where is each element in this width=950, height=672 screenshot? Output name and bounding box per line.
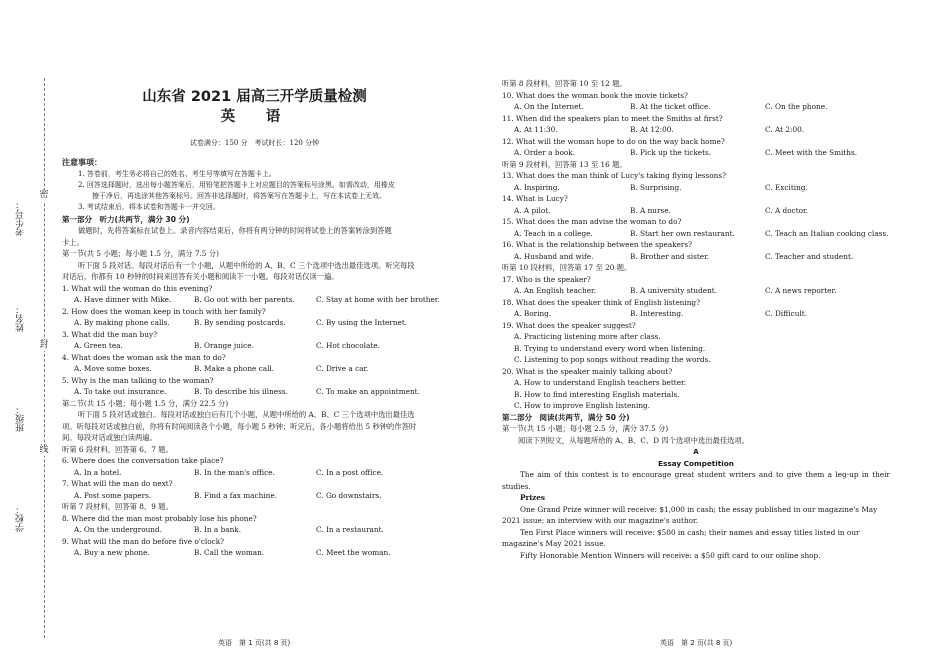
- exam-number-field: 考生号：: [16, 200, 26, 236]
- passage-p1: The aim of this contest is to encourage great student writers and to give them a leg-up in their studies.: [502, 470, 890, 491]
- passage-p2: One Grand Prize winner will receive: $1,000 in cash; the essay published in our magazine's May: [520, 504, 878, 514]
- seal-char-xian: 线: [39, 445, 49, 455]
- question-11: 11. When did the speakers plan to meet the Smiths at first? A. At 11:30. B. At 12:00. C. At 2:00.: [502, 113, 805, 134]
- question-6: 6. Where does the conversation take place? A. In a hotel. B. In the man's office. C. In a post office.: [62, 456, 384, 477]
- passage-letter: A: [693, 447, 699, 456]
- note-2: 2. 回答选择题时，选出每小题答案后，用铅笔把答题卡上对应题目的答案标号涂黑。如需改动，用橡皮: [78, 180, 395, 189]
- passage-p2-cont: 2021 issue; an interview with our magazine's author.: [502, 516, 699, 525]
- question-17: 17. Who is the speaker? A. An English teacher. B. A university student. C. A news reporter.: [502, 274, 837, 295]
- question-10: 10. What does the woman book the movie tickets? A. On the Internet. B. At the ticket office. C. On the phone.: [502, 90, 828, 111]
- note-2-cont: 擦干净后，再选涂其他答案标号。回答非选择题时，将答案写在答题卡上，写在本试卷上无效。: [92, 192, 386, 201]
- p2-sec1-heading: 第一节(共 15 小题；每小题 2.5 分，满分 37.5 分): [502, 424, 669, 433]
- material-6: 听第 6 段材料，回答第 6、7 题。: [62, 444, 173, 454]
- question-5: 5. Why is the man talking to the woman? A. To take out insurance. B. To describe his illness. C. To make an appointment.: [62, 375, 420, 397]
- sec1-intro-cont: 对话后，你都有 10 秒钟的时间来回答有关小题和阅读下一小题。每段对话仅读一遍。: [62, 272, 339, 282]
- question-13: 13. What does the man think of Lucy's taking flying lessons? A. Inspiring. B. Surprising. C. Exciting.: [502, 171, 808, 192]
- exam-info: 试卷满分：150 分 考试时长：120 分钟: [189, 139, 320, 147]
- question-18: 18. What does the speaker think of English listening? A. Boring. B. Interesting. C. Difficult.: [502, 297, 808, 318]
- school-field: 学校：: [16, 505, 26, 532]
- question-15: 15. What does the man advise the woman to do? A. Teach in a college. B. Start her own restaurant. C. Teach an Italian cooking class.: [502, 217, 889, 238]
- seal-char-mi: 密: [39, 190, 49, 200]
- page-1-footer: 英语 第 1 页(共 8 页): [218, 639, 291, 647]
- sec1-heading: 第一节(共 5 小题；每小题 1.5 分，满分 7.5 分): [62, 249, 219, 259]
- part1-intro: 做题时，先将答案标在试卷上。录音内容结束后，你将有两分钟的时间将试卷上的答案转涂到答题: [78, 226, 392, 236]
- sec2-intro-cont-1: 项。听每段对话或独白前，你将有时间阅读各个小题，每小题 5 秒钟；听完后，各小题将给出 5 秒钟的作答时: [62, 421, 417, 431]
- question-12: 12. What will the woman hope to do on the way back home? A. Order a book. B. Pick up the tickets. C. Meet with the Smiths.: [502, 136, 858, 157]
- name-field: 姓名：: [16, 305, 26, 332]
- material-10: 听第 10 段材料，回答第 17 至 20 题。: [502, 263, 632, 272]
- question-9: 9. What will the man do before five o'clock? A. Buy a new phone. B. Call the woman. C. Meet the woman.: [62, 536, 391, 558]
- question-16: 16. What is the relationship between the speakers? A. Husband and wife. B. Brother and sister. C. Teacher and student.: [502, 240, 854, 261]
- exam-subject: 英 语: [220, 109, 289, 125]
- part2-heading: 第二部分 阅读(共两节，满分 50 分): [502, 412, 630, 422]
- page-2: [502, 78, 890, 561]
- seal-char-feng: 封: [39, 340, 49, 350]
- note-3: 3. 考试结束后，将本试卷和答题卡一并交回。: [78, 203, 220, 212]
- material-9: 听第 9 段材料，回答第 13 至 16 题。: [502, 159, 627, 169]
- passage-p3-cont: magazine's May 2021 issue.: [502, 539, 606, 548]
- sec2-intro-cont-2: 间。每段对话或独白读两遍。: [62, 433, 157, 443]
- part1-heading: 第一部分 听力(共两节，满分 30 分): [62, 214, 190, 224]
- binding-margin: [0, 0, 60, 672]
- question-19: 19. What does the speaker suggest? A. Practicing listening more after class. B. Trying to understand every word when listening. C. Listening to pop songs without reading the words.: [502, 320, 711, 364]
- note-1: 1. 答卷前，考生务必将自己的姓名、考生号等填写在答题卡上。: [78, 169, 276, 178]
- prizes-heading: Prizes: [520, 493, 545, 502]
- question-1: 1. What will the woman do this evening? A. Have dinner with Mike. B. Go out with her parents. C. Stay at home with her brother.: [62, 283, 440, 305]
- sec1-intro: 听下面 5 段对话。每段对话后有一个小题，从题中所给的 A、B、C 三个选项中选出最佳选项。听完每段: [78, 260, 415, 270]
- passage-title: Essay Competition: [658, 458, 734, 468]
- question-8: 8. Where did the man most probably lose his phone? A. On the underground. B. In a bank. C. In a restaurant.: [62, 513, 384, 535]
- question-3: 3. What did the man buy? A. Green tea. B. Orange juice. C. Hot chocolate.: [62, 329, 380, 351]
- class-field: 班级：: [16, 405, 26, 432]
- question-4: 4. What does the woman ask the man to do? A. Move some boxes. B. Make a phone call. C. Drive a car.: [62, 352, 369, 374]
- p2-sec1-intro: 阅读下列短文，从每题所给的 A、B、C、D 四个选项中选出最佳选项。: [518, 435, 750, 445]
- part1-intro-cont: 卡上。: [62, 237, 84, 247]
- passage-p3: Ten First Place winners will receive: $500 in cash; their names and essay titles listed in our: [520, 527, 860, 537]
- exam-title: 山东省 2021 届高三开学质量检测: [142, 89, 367, 105]
- page-1: [62, 78, 447, 559]
- question-2: 2. How does the woman keep in touch with her family? A. By making phone calls. B. By sending postcards. C. By using the Internet.: [62, 306, 408, 328]
- question-20: 20. What is the speaker mainly talking about? A. How to understand English teachers better. B. How to find interesting English materials. C. How to improve English listening.: [502, 366, 687, 410]
- binding-dashed-line: [44, 78, 45, 638]
- sec2-intro: 听下面 5 段对话或独白。每段对话或独白后有几个小题，从题中所给的 A、B、C 三个选项中选出最佳选: [78, 410, 415, 420]
- passage-p4: Fifty Honorable Mention Winners will receive: a $50 gift card to our online shop.: [520, 550, 821, 560]
- material-7: 听第 7 段材料，回答第 8、9 题。: [62, 502, 173, 512]
- page-2-footer: 英语 第 2 页(共 8 页): [660, 639, 733, 647]
- question-14: 14. What is Lucy? A. A pilot. B. A nurse. C. A doctor.: [502, 194, 809, 215]
- notes-heading: 注意事项：: [62, 157, 102, 167]
- material-8: 听第 8 段材料，回答第 10 至 12 题。: [502, 79, 627, 88]
- question-7: 7. What will the man do next? A. Post some papers. B. Find a fax machine. C. Go downstairs.: [62, 479, 382, 500]
- sec2-heading: 第二节(共 15 小题；每小题 1.5 分，满分 22.5 分): [62, 398, 229, 408]
